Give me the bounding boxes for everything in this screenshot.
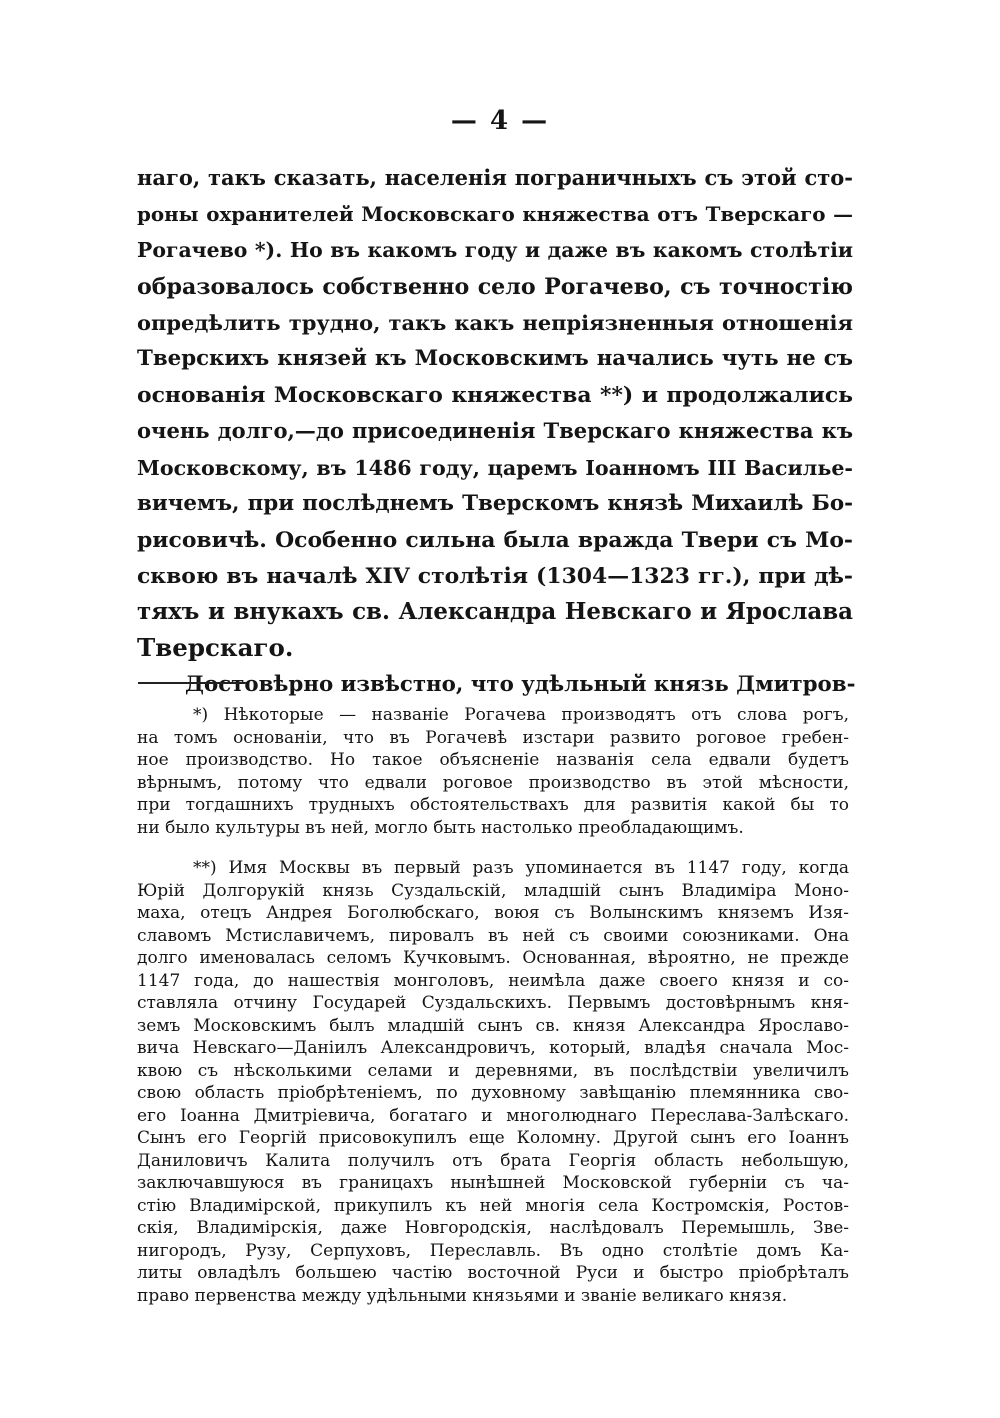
footnote-line: квою съ нѣсколькими селами и деревнями, въ послѣдствіи увеличилъ xyxy=(137,1060,849,1081)
footnote-line: право первенства между удѣльными князьями и званіе великаго князя. xyxy=(137,1285,788,1306)
footnote-line: его Іоанна Дмитріевича, богатаго и многолюднаго Переслава-Залѣскаго. xyxy=(137,1105,849,1126)
footnote-line: при тогдашнихъ трудныхъ обстоятельствахъ для развитія какой бы то xyxy=(137,795,849,815)
footnote-line: ное производство. Но такое объясненіе названія села едвали будетъ xyxy=(137,750,849,770)
footnote-line: Даниловичъ Калита получилъ отъ брата Георгія область небольшую, xyxy=(137,1150,849,1171)
footnote-line: свою область пріобрѣтеніемъ, по духовному завѣщанію племянника сво- xyxy=(137,1083,849,1103)
footnote-line: **) Имя Москвы въ первый разъ упоминается въ 1147 году, когда xyxy=(193,858,849,878)
footnote-1 xyxy=(137,704,849,839)
body-line: опредѣлить трудно, такъ какъ непріязненныя отношенія xyxy=(137,309,853,335)
footnote-line: нигородъ, Рузу, Серпуховъ, Переславль. Въ одно столѣтіе домъ Ка- xyxy=(137,1240,849,1261)
footnote-line: долго именовалась селомъ Кучковымъ. Основанная, вѣроятно, не прежде xyxy=(137,948,849,968)
body-line: Достовѣрно извѣстно, что удѣльный князь Дмитров- xyxy=(185,671,856,697)
body-line: рисовичѣ. Особенно сильна была вражда Твери съ Мо- xyxy=(137,526,853,553)
footnote-line: вѣрнымъ, потому что едвали роговое производство въ этой мѣсности, xyxy=(137,772,849,793)
footnote-divider xyxy=(138,682,246,684)
body-line: Тверскаго. xyxy=(137,633,294,663)
footnote-2 xyxy=(137,857,849,1307)
body-line: Рогачево *). Но въ какомъ году и даже въ какомъ столѣтіи xyxy=(137,238,853,263)
footnote-line: стію Владимірской, прикупилъ къ ней многія села Костромскія, Ростов- xyxy=(137,1195,849,1216)
footnote-line: ни было культуры въ ней, могло быть настолько преобладающимъ. xyxy=(137,817,744,838)
footnote-line: Юрій Долгорукій князь Суздальскій, младшій сынъ Владиміра Моно- xyxy=(137,880,849,901)
footnote-line: Сынъ его Георгій присовокупилъ еще Коломну. Другой сынъ его Іоаннъ xyxy=(137,1128,849,1148)
body-line: основанія Московскаго княжества **) и продолжались xyxy=(137,382,853,409)
footnote-line: заключавшуюся въ границахъ нынѣшней Московской губерніи съ ча- xyxy=(137,1173,849,1193)
body-line: вичемъ, при послѣднемъ Тверскомъ князѣ Михаилѣ Бо- xyxy=(137,490,853,516)
footnote-line: вича Невскаго—Даніилъ Александровичъ, который, владѣя сначала Мос- xyxy=(137,1038,849,1058)
footnote-line: земъ Московскимъ былъ младшій сынъ св. князя Александра Ярославо- xyxy=(137,1015,849,1036)
body-line: тяхъ и внукахъ св. Александра Невскаго и Ярослава xyxy=(137,598,853,626)
body-line: образовалось собственно село Рогачево, съ точностію xyxy=(137,273,853,300)
footnotes xyxy=(137,704,849,1325)
body-line: наго, такъ сказать, населенія пограничныхъ съ этой сто- xyxy=(137,165,853,190)
footnote-line: славомъ Мстиславичемъ, пировалъ въ ней съ своими союзниками. Она xyxy=(137,925,849,946)
page-number: — 4 — xyxy=(450,106,550,136)
body-line: очень долго,—до присоединенія Тверскаго княжества къ xyxy=(137,418,853,444)
body-line: роны охранителей Московскаго княжества отъ Тверскаго — xyxy=(137,202,853,227)
body-line: сквою въ началѣ XIV столѣтія (1304—1323 гг.), при дѣ- xyxy=(137,563,853,590)
body-line: Тверскихъ князей къ Московскимъ начались чуть не съ xyxy=(137,345,853,371)
footnote-line: маха, отецъ Андрея Боголюбскаго, воюя съ Волынскимъ княземъ Изя- xyxy=(137,903,849,923)
footnote-line: скія, Владимірскія, даже Новгородскія, наслѣдовалъ Перемышль, Зве- xyxy=(137,1218,849,1238)
footnote-line: *) Нѣкоторые — названіе Рогачева производятъ отъ слова рогъ, xyxy=(193,705,849,725)
main-text xyxy=(137,160,856,703)
footnote-line: на томъ основаніи, что въ Рогачевѣ изстари развито роговое гребен- xyxy=(137,727,849,748)
body-line: Московскому, въ 1486 году, царемъ Іоанномъ III Василье- xyxy=(137,455,853,480)
footnote-line: литы овладѣлъ большею частію восточной Руси и быстро пріобрѣталъ xyxy=(137,1263,849,1283)
footnote-line: ставляла отчину Государей Суздальскихъ. Первымъ достовѣрнымъ кня- xyxy=(137,993,849,1013)
footnote-line: 1147 года, до нашествія монголовъ, неимѣла даже своего князя и со- xyxy=(137,970,849,991)
